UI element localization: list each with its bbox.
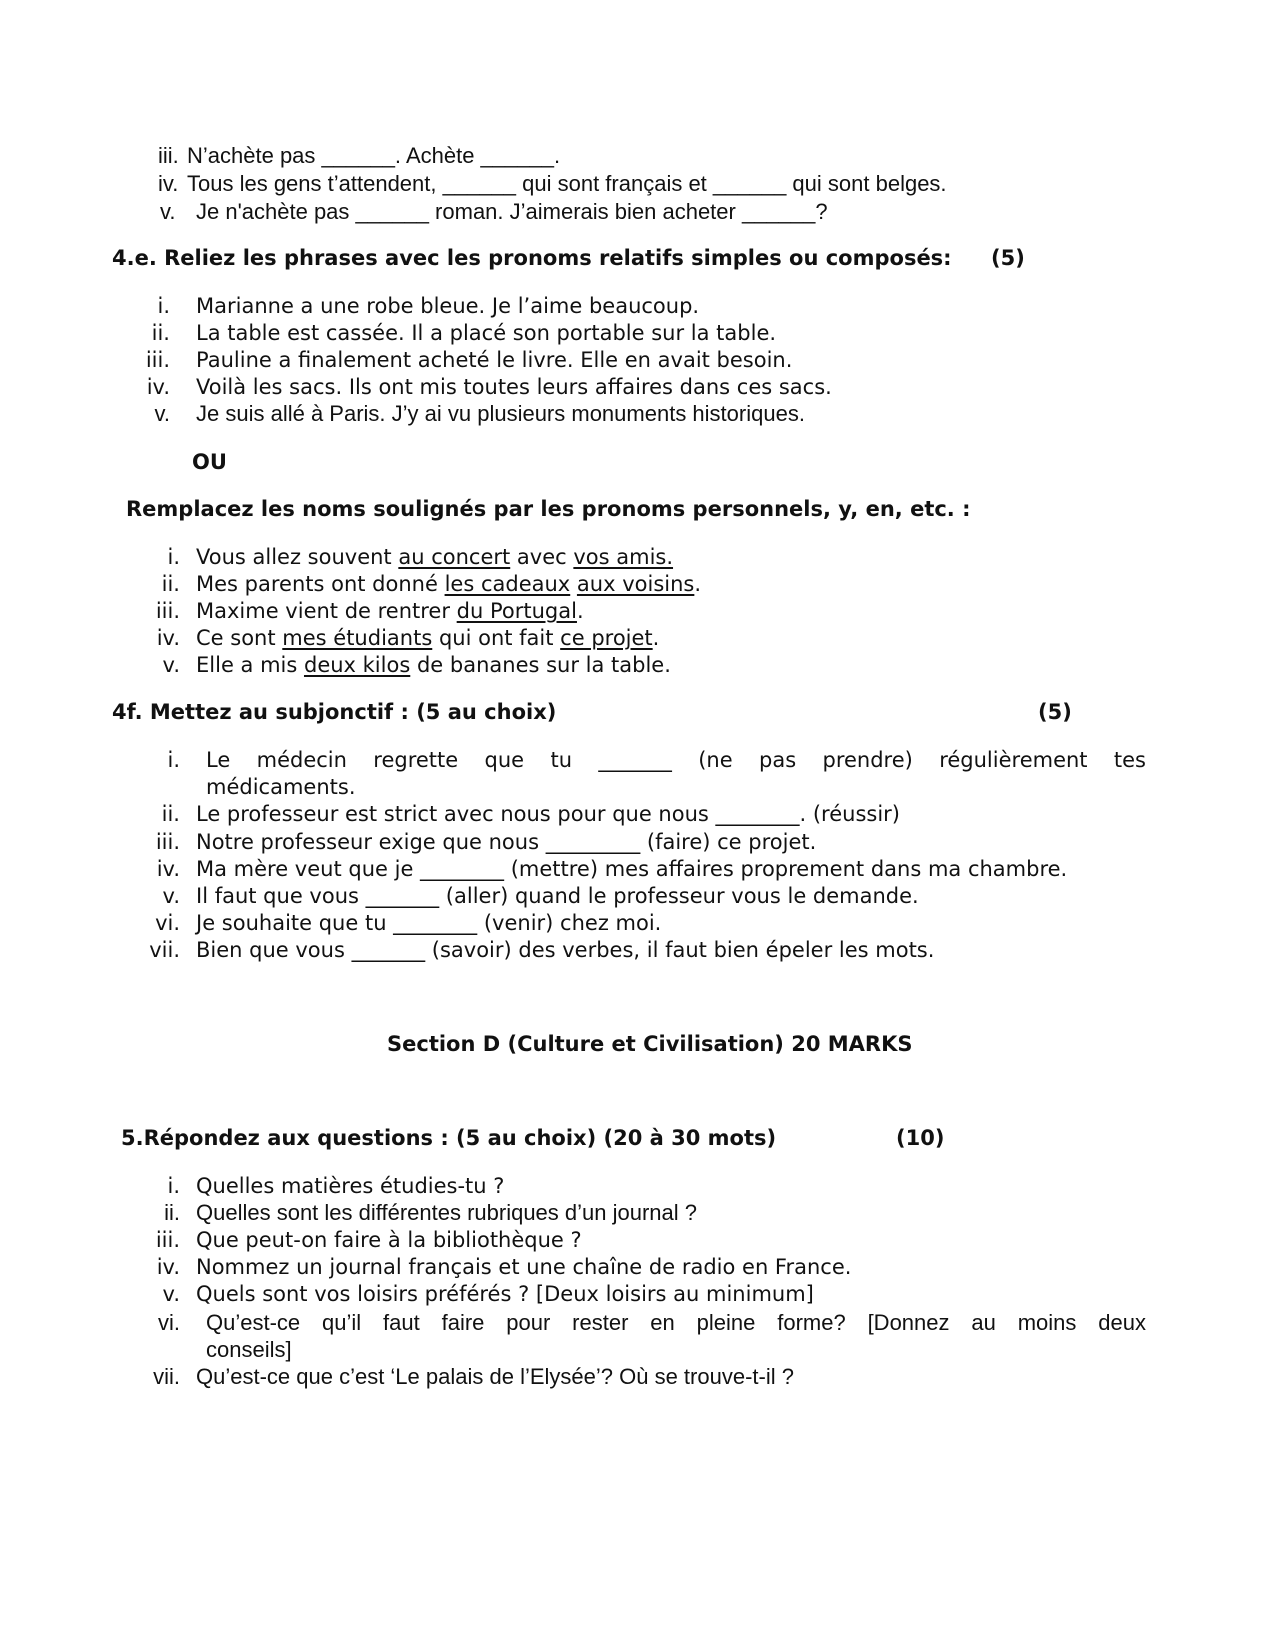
item-number: iii. (155, 599, 180, 623)
item-text: Quels sont vos loisirs préférés ? [Deux loisirs au minimum] (196, 1282, 814, 1306)
item-text: Maxime vient de rentrer (196, 599, 457, 623)
item-number: iv. (156, 1255, 180, 1279)
underlined-noun: du Portugal (456, 599, 577, 623)
item-number: vi. (158, 1310, 180, 1335)
underlined-noun: deux kilos (303, 653, 411, 677)
item-text: Mes parents ont donné (196, 572, 445, 596)
item-text: avec (510, 545, 574, 569)
item-text: Je suis allé à Paris. J’y ai vu plusieurs monuments historiques. (196, 401, 805, 426)
item-number: v. (154, 401, 170, 426)
item-text: La table est cassée. Il a placé son portable sur la table. (196, 321, 777, 345)
replace-heading: Remplacez les noms soulignés par les pronoms personnels, y, en, etc. : (126, 497, 971, 521)
item-text: Elle a mis (196, 653, 304, 677)
item-number: ii. (161, 802, 180, 826)
item-text: Tous les gens t’attendent, ______ qui sont français et ______ qui sont belges. (187, 171, 947, 196)
question-4e-marks: (5) (991, 246, 1025, 270)
item-number: v. (162, 884, 180, 908)
item-number: iii. (158, 143, 179, 168)
underlined-noun: aux voisins (576, 572, 695, 596)
underlined-noun: au concert (398, 545, 511, 569)
item-text: Quelles sont les différentes rubriques d’un journal ? (196, 1200, 698, 1225)
item-number: v. (162, 1282, 180, 1306)
item-text: Qu’est-ce que c’est ‘Le palais de l’Elysée’? Où se trouve-t-il ? (196, 1364, 794, 1389)
item-number: i. (157, 294, 170, 318)
section-d-title: Section D (Culture et Civilisation) 20 MARKS (387, 1032, 913, 1056)
item-number: iii. (155, 1228, 180, 1252)
item-number: iii. (145, 348, 170, 372)
underlined-noun: ce projet (560, 626, 653, 650)
item-number: i. (167, 1174, 180, 1198)
item-number: v. (160, 199, 176, 224)
item-text: Je n'achète pas ______ roman. J’aimerais bien acheter ______? (196, 199, 828, 224)
item-text: Bien que vous _______ (savoir) des verbes, il faut bien épeler les mots. (196, 938, 935, 962)
item-text: Notre professeur exige que nous _________ (faire) ce projet. (196, 830, 817, 854)
item-text: Voilà les sacs. Ils ont mis toutes leurs affaires dans ces sacs. (196, 375, 832, 399)
item-text: Je souhaite que tu ________ (venir) chez moi. (196, 911, 662, 935)
item-text: Nommez un journal français et une chaîne de radio en France. (196, 1255, 852, 1279)
item-number: ii. (161, 572, 180, 596)
item-text: Il faut que vous _______ (aller) quand le professeur vous le demande. (196, 884, 919, 908)
underlined-noun: les cadeaux (444, 572, 571, 596)
item-text: N’achète pas ______. Achète ______. (187, 143, 561, 168)
item-text: . (694, 572, 702, 596)
item-number: v. (162, 653, 180, 677)
item-text: Qu’est-ce qu’il faut faire pour rester en pleine forme? [Donnez au moins deux (206, 1310, 1146, 1335)
item-number: iv. (156, 857, 180, 881)
item-text: médicaments. (206, 775, 356, 799)
item-number: ii. (164, 1200, 180, 1225)
item-number: ii. (151, 321, 170, 345)
item-text: Que peut-on faire à la bibliothèque ? (196, 1228, 582, 1252)
or-separator: OU (192, 450, 227, 474)
question-5-heading: 5.Répondez aux questions : (5 au choix) (20 à 30 mots) (121, 1126, 777, 1150)
item-number: iv. (146, 375, 170, 399)
item-text: Ma mère veut que je ________ (mettre) mes affaires proprement dans ma chambre. (196, 857, 1068, 881)
question-4f-marks: (5) (1038, 700, 1072, 724)
item-text: Ce sont (196, 626, 283, 650)
item-text: de bananes sur la table. (410, 653, 671, 677)
item-number: iv. (158, 171, 179, 196)
item-text: Le professeur est strict avec nous pour que nous ________. (réussir) (196, 802, 901, 826)
item-text (570, 572, 577, 596)
item-text: Marianne a une robe bleue. Je l’aime beaucoup. (196, 294, 700, 318)
item-number: vii. (153, 1364, 180, 1389)
item-number: iv. (156, 626, 180, 650)
item-text: qui ont fait (432, 626, 561, 650)
item-text: Pauline a finalement acheté le livre. Elle en avait besoin. (196, 348, 793, 372)
item-text: conseils] (206, 1337, 292, 1362)
item-number: vi. (155, 911, 180, 935)
underlined-noun: mes étudiants (282, 626, 433, 650)
item-number: i. (167, 545, 180, 569)
item-number: iii. (155, 830, 180, 854)
item-text: . (576, 599, 584, 623)
item-number: vii. (149, 938, 180, 962)
item-text: Quelles matières étudies-tu ? (196, 1174, 505, 1198)
question-4e-heading: 4.e. Reliez les phrases avec les pronoms relatifs simples ou composés: (112, 246, 952, 270)
item-text: Vous allez souvent (196, 545, 399, 569)
question-4f-heading: 4f. Mettez au subjonctif : (5 au choix) (112, 700, 557, 724)
question-5-marks: (10) (896, 1126, 945, 1150)
underlined-noun: vos amis. (573, 545, 674, 569)
item-number: i. (167, 748, 180, 772)
item-text: Le médecin regrette que tu _______ (ne pas prendre) régulièrement tes (206, 748, 1146, 772)
item-text: . (652, 626, 660, 650)
